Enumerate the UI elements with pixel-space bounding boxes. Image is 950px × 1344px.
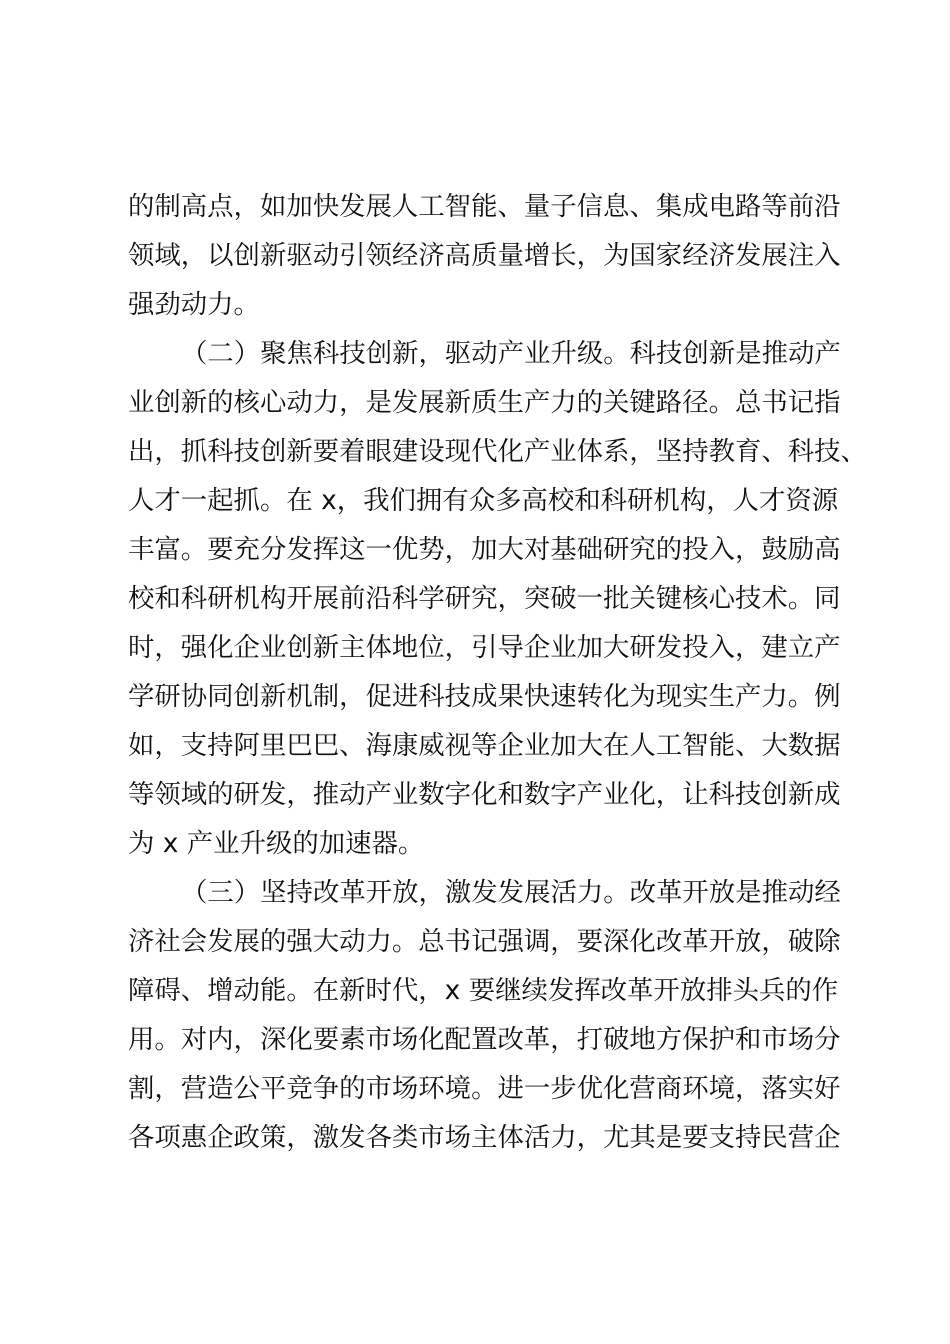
text-line: 出，抓科技创新要着眼建设现代化产业体系，坚持教育、科技、 xyxy=(128,436,867,467)
text-line: 如，支持阿里巴巴、海康威视等企业加大在人工智能、大数据 xyxy=(128,730,841,761)
text-line: 强劲动力。 xyxy=(128,289,260,320)
text-line: 校和科研机构开展前沿科学研究，突破一批关键核心技术。同 xyxy=(128,583,841,614)
text-line: 各项惠企政策，激发各类市场主体活力，尤其是要支持民营企 xyxy=(128,1122,841,1153)
text-line: 时，强化企业创新主体地位，引导企业加大研发投入，建立产 xyxy=(128,632,841,663)
text-line: 的制高点，如加快发展人工智能、量子信息、集成电路等前沿 xyxy=(128,191,841,222)
text-line: 丰富。要充分发挥这一优势，加大对基础研究的投入，鼓励高 xyxy=(128,534,841,565)
section-heading-line: （二）聚焦科技创新，驱动产业升级。科技创新是推动产 xyxy=(181,338,841,369)
text-line: 等领域的研发，推动产业数字化和数字产业化，让科技创新成 xyxy=(128,779,841,810)
text-line: 业创新的核心动力，是发展新质生产力的关键路径。总书记指 xyxy=(128,387,841,418)
text-line: 济社会发展的强大动力。总书记强调，要深化改革开放，破除 xyxy=(128,926,841,957)
text-line: 学研协同创新机制，促进科技成果快速转化为现实生产力。例 xyxy=(128,681,841,712)
section-heading-line: （三）坚持改革开放，激发发展活力。改革开放是推动经 xyxy=(181,877,841,908)
text-line: 领域，以创新驱动引领经济高质量增长，为国家经济发展注入 xyxy=(128,240,841,271)
body-text xyxy=(128,182,867,1162)
text-line: 为 x 产业升级的加速器。 xyxy=(128,828,425,859)
text-line: 人才一起抓。在 x，我们拥有众多高校和科研机构，人才资源 xyxy=(128,485,839,516)
text-line: 割，营造公平竞争的市场环境。进一步优化营商环境，落实好 xyxy=(128,1073,841,1104)
text-line: 用。对内，深化要素市场化配置改革，打破地方保护和市场分 xyxy=(128,1024,841,1055)
text-line: 障碍、增动能。在新时代，x 要继续发挥改革开放排头兵的作 xyxy=(128,975,839,1006)
